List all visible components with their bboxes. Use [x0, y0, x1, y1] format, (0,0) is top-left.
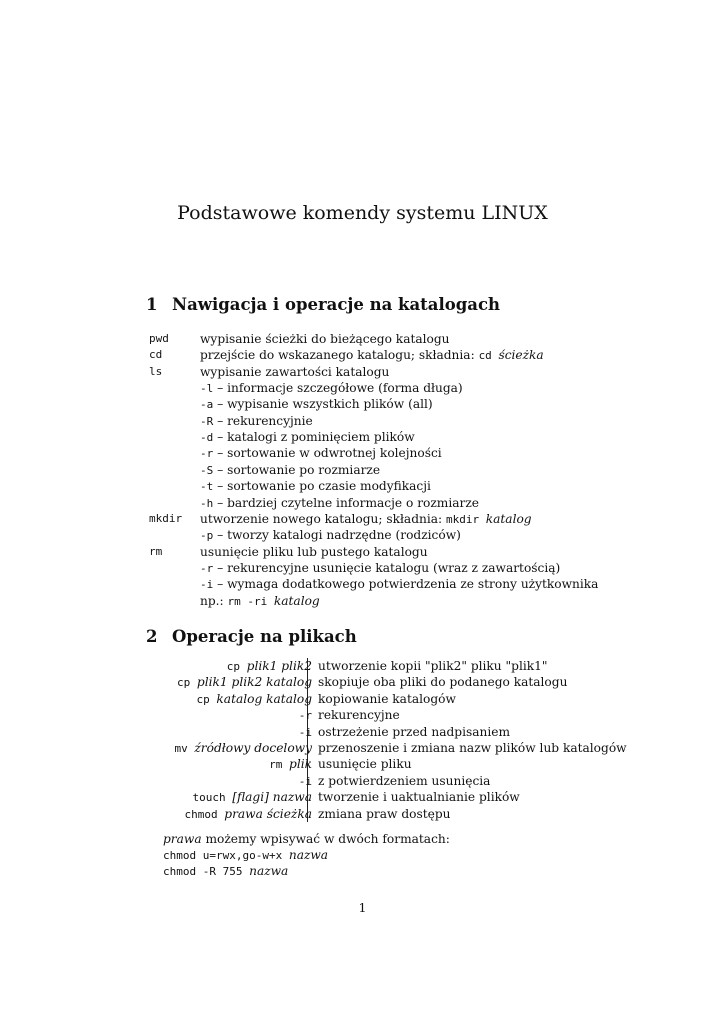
text: – wypisanie wszystkich plików (all) [213, 397, 433, 412]
command-description [200, 347, 544, 364]
text: utworzenie nowego katalogu; składnia: [200, 511, 446, 526]
command-name: pwd [149, 332, 169, 345]
command-description: zmiana praw dostępu [318, 806, 451, 821]
section-2-heading [146, 627, 357, 646]
command-syntax [299, 707, 312, 724]
italic-text: nazwa [249, 864, 289, 879]
section-1-number: 1 [146, 295, 158, 314]
italic-text: katalog katalog [216, 691, 312, 706]
code-text: -t [200, 480, 214, 494]
table-row [140, 756, 610, 772]
command-description: ostrzeżenie przed nadpisaniem [318, 724, 511, 739]
format-line [163, 831, 450, 847]
command-description [200, 593, 320, 610]
command-syntax [299, 773, 312, 790]
command-description: kopiowanie katalogów [318, 691, 456, 706]
command-description [200, 364, 389, 380]
code-text: -S [200, 463, 214, 477]
table-row [140, 658, 610, 674]
command-description [200, 560, 560, 577]
command-description: tworzenie i uaktualnianie plików [318, 790, 520, 805]
code-text: chmod -R 755 [163, 865, 250, 879]
code-text: chmod u=rwx,go-w+x [163, 849, 289, 863]
code-text: mkdir [446, 512, 486, 526]
table-row [140, 806, 610, 822]
text: – bardziej czytelne informacje o rozmiarze [213, 495, 479, 510]
code-text: -r [200, 561, 214, 575]
command-description [200, 462, 380, 479]
code-text: -i [298, 774, 312, 788]
format-line [163, 847, 328, 864]
text: usunięcie pliku lub pustego katalogu [200, 544, 428, 559]
text: możemy wpisywać w dwóch formatach: [201, 832, 450, 846]
text: wypisanie ścieżki do bieżącego katalogu [200, 332, 450, 346]
table-row [140, 740, 627, 756]
text: przejście do wskazanego katalogu; składnia: [200, 348, 479, 363]
italic-text: prawa [163, 832, 202, 846]
text: np.: [200, 593, 228, 608]
text: – rekurencyjnie [213, 413, 313, 428]
command-description [200, 396, 433, 413]
italic-text: katalog [485, 511, 532, 526]
command-description [200, 495, 479, 512]
file-operations-table [140, 658, 627, 822]
text: – katalogi z pominięciem plików [213, 430, 415, 445]
italic-text: ścieżka [498, 348, 544, 363]
command-description [200, 576, 598, 593]
format-line [163, 863, 288, 880]
code-text: rm -ri [227, 594, 274, 608]
command-name: rm [149, 544, 163, 558]
command-description [200, 478, 431, 495]
code-text: -r [200, 447, 214, 461]
table-row [140, 674, 610, 690]
section-1-title: Nawigacja i operacje na katalogach [172, 295, 501, 314]
command-description [200, 527, 461, 544]
code-text: rm [269, 758, 290, 772]
command-syntax [177, 674, 312, 691]
italic-text: nazwa [288, 848, 329, 863]
command-syntax [185, 806, 312, 823]
table-row [140, 773, 610, 789]
code-text: -r [298, 709, 312, 723]
code-text: touch [192, 791, 233, 805]
command-description: skopiuje oba pliki do podanego katalogu [318, 675, 568, 690]
italic-text: [flagi] nazwa [232, 790, 312, 805]
command-name: mkdir [149, 511, 183, 525]
code-text: -p [200, 529, 214, 543]
table-row [140, 707, 610, 723]
section-1-heading [146, 295, 500, 314]
command-description: z potwierdzeniem usunięcia [318, 773, 491, 788]
code-text: -d [200, 431, 214, 445]
italic-text: katalog [273, 593, 320, 608]
section-2-title: Operacje na plikach [172, 627, 357, 646]
command-description [200, 511, 532, 528]
text: – rekurencyjne usunięcie katalogu (wraz z zawartością) [213, 560, 561, 575]
page-number: 1 [358, 900, 367, 915]
text: – sortowanie po czasie modyfikacji [213, 479, 431, 494]
text: wypisanie zawartości katalogu [200, 364, 390, 379]
section-2-number: 2 [146, 627, 158, 646]
code-text: -i [200, 578, 214, 592]
code-text: cp [196, 692, 217, 706]
command-description [200, 445, 442, 462]
command-description: usunięcie pliku [318, 757, 412, 772]
command-syntax [299, 724, 312, 741]
code-text: mv [174, 741, 195, 755]
text: – tworzy katalogi nadrzędne (rodziców) [213, 528, 461, 543]
command-description: przenoszenie i zmiana nazw plików lub katalogów [318, 740, 627, 755]
code-text: cd [478, 349, 499, 363]
command-description [200, 380, 463, 397]
command-syntax [227, 658, 312, 675]
command-syntax [175, 740, 312, 757]
table-row [140, 789, 610, 805]
table-row [140, 724, 610, 740]
code-text: -h [200, 496, 214, 510]
italic-text: plik [289, 757, 312, 772]
code-text: chmod [184, 807, 225, 821]
command-syntax [197, 691, 312, 708]
command-description: utworzenie kopii "plik2" pliku "plik1" [318, 659, 548, 673]
command-description [200, 429, 415, 446]
code-text: cp [226, 660, 247, 673]
italic-text: źródłowy docelowy [194, 740, 312, 755]
command-description: rekurencyjne [318, 708, 400, 723]
code-text: -i [298, 725, 312, 739]
command-description [200, 413, 313, 430]
text: – sortowanie po rozmiarze [213, 462, 381, 477]
command-description [200, 331, 450, 347]
command-name: cd [149, 348, 163, 362]
code-text: -R [200, 414, 214, 428]
italic-text: plik1 plik2 [246, 659, 312, 673]
command-syntax [193, 789, 312, 806]
text: – wymaga dodatkowego potwierdzenia ze strony użytkownika [213, 577, 599, 592]
document-title: Podstawowe komendy systemu LINUX [177, 202, 548, 224]
code-text: -a [200, 398, 214, 412]
text: – sortowanie w odwrotnej kolejności [213, 446, 442, 461]
table-row [140, 691, 610, 707]
command-syntax [269, 756, 312, 773]
command-description [200, 544, 428, 560]
command-name: ls [149, 364, 163, 378]
italic-text: prawa ścieżka [224, 806, 312, 821]
italic-text: plik1 plik2 katalog [196, 675, 312, 690]
code-text: cp [177, 676, 197, 690]
text: – informacje szczegółowe (forma długa) [213, 381, 463, 396]
code-text: -l [200, 382, 214, 396]
